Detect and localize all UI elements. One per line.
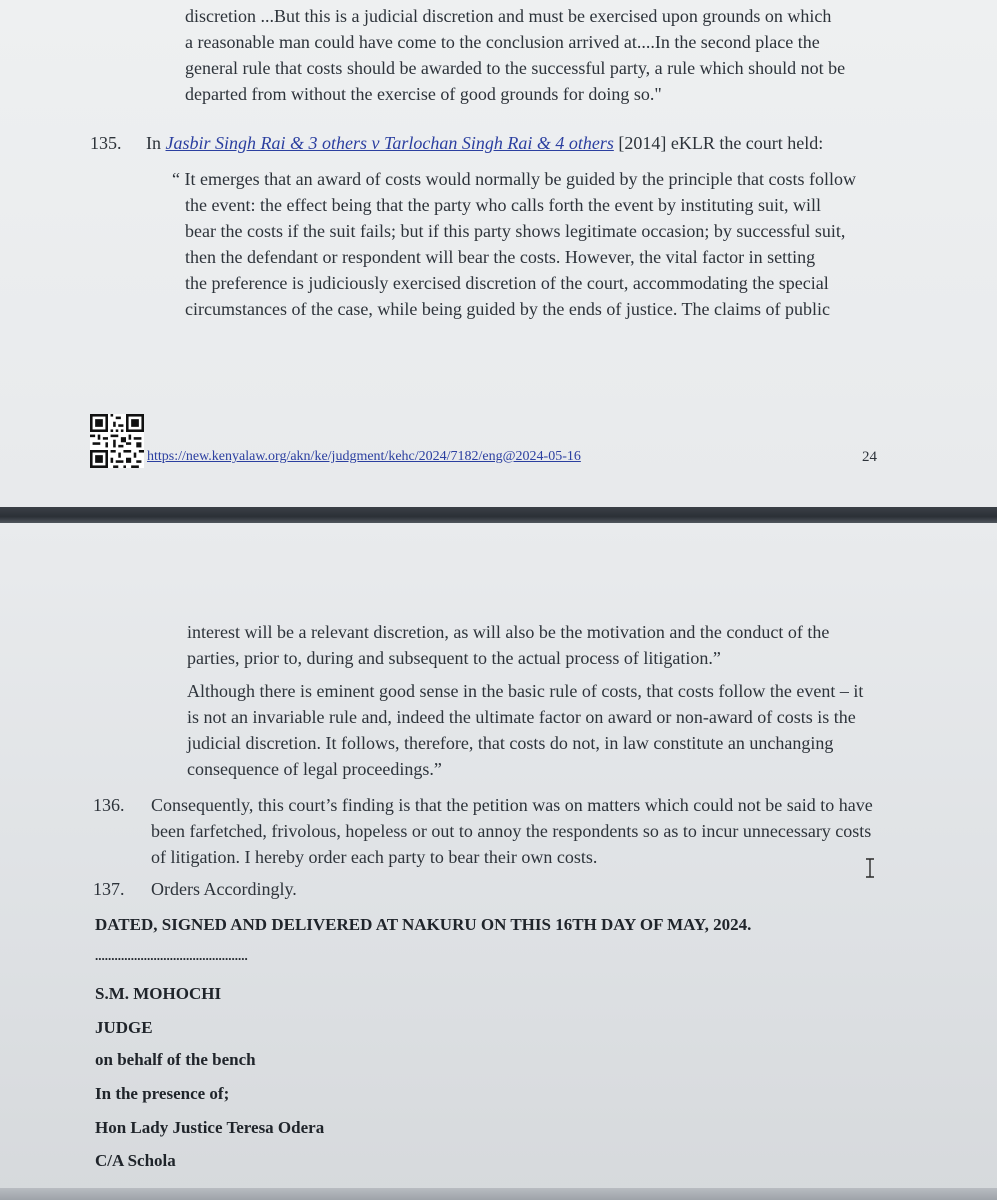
quote-line: then the defendant or respondent will bear the costs. However, the vital factor in setting [185, 247, 816, 267]
continued-quote [187, 619, 877, 671]
quote-line: judicial discretion. It follows, therefore, that costs do not, in law constitute an unchanging [187, 733, 834, 753]
judge-name: S.M. MOHOCHI [95, 984, 222, 1003]
quote-line: “ It emerges that an award of costs would normally be guided by the principle that costs follow [172, 169, 856, 189]
case-citation-link[interactable]: Jasbir Singh Rai & 3 others v Tarlochan Singh Rai & 4 others [165, 133, 614, 153]
court-clerk: C/A Schola [95, 1151, 176, 1170]
paragraph-137: Orders Accordingly. [151, 879, 297, 899]
page-25 [0, 523, 997, 1200]
top-quote-block [185, 3, 875, 107]
signature-line: ............................................... [95, 948, 248, 963]
paragraph-line: been farfetched, frivolous, hopeless or out to annoy the respondents so as to incur unnecessary costs [151, 821, 872, 841]
paragraph-number-135: 135. [90, 133, 122, 153]
quote-line: the event: the effect being that the party who calls forth the event by instituting suit, will [185, 195, 822, 215]
paragraph-line: Consequently, this court’s finding is that the petition was on matters which could not be said to have [151, 795, 873, 815]
paragraph-135 [146, 130, 823, 156]
page-separator [0, 507, 997, 523]
paragraph-136 [151, 792, 891, 870]
dated-signed-line: DATED, SIGNED AND DELIVERED AT NAKURU ON THIS 16TH DAY OF MAY, 2024. [95, 915, 752, 934]
quote-line: circumstances of the case, while being guided by the ends of justice. The claims of public [185, 299, 830, 319]
quote-line: bear the costs if the suit fails; but if this party shows legitimate occasion; by successful suit, [185, 221, 846, 241]
quote-line: departed from without the exercise of good grounds for doing so." [185, 84, 662, 104]
quote-line: interest will be a relevant discretion, as will also be the motivation and the conduct of the [187, 622, 830, 642]
judge-title: JUDGE [95, 1018, 153, 1037]
para-135-prefix: In [146, 133, 161, 153]
quote-line: Although there is eminent good sense in the basic rule of costs, that costs follow the event – it [187, 681, 864, 701]
page-24 [0, 0, 997, 507]
next-page-edge [0, 1188, 997, 1200]
quote-line: parties, prior to, during and subsequent to the actual process of litigation.” [187, 648, 721, 668]
presence-name: Hon Lady Justice Teresa Odera [95, 1118, 325, 1137]
quote-line: discretion ...But this is a judicial discretion and must be exercised upon grounds on which [185, 6, 832, 26]
on-behalf-of-bench: on behalf of the bench [95, 1050, 256, 1069]
quote-line: general rule that costs should be awarded to the successful party, a rule which should not be [185, 58, 846, 78]
paragraph-number-136: 136. [93, 795, 125, 815]
qr-code-icon [90, 414, 144, 468]
presence-label: In the presence of; [95, 1084, 230, 1103]
quote-line: consequence of legal proceedings.” [187, 759, 442, 779]
text-cursor-icon [863, 858, 877, 878]
paragraph-line: of litigation. I hereby order each party to bear their own costs. [151, 847, 598, 867]
second-quote [187, 678, 877, 782]
para-135-suffix: [2014] eKLR the court held: [618, 133, 824, 153]
blockquote-jasbir [172, 166, 862, 322]
page-number: 24 [862, 449, 877, 465]
footer-source-link[interactable]: https://new.kenyalaw.org/akn/ke/judgment/kehc/2024/7182/eng@2024-05-16 [147, 449, 581, 464]
quote-line: the preference is judiciously exercised discretion of the court, accommodating the special [185, 273, 829, 293]
paragraph-number-137: 137. [93, 879, 125, 899]
quote-line: is not an invariable rule and, indeed the ultimate factor on award or non-award of costs is the [187, 707, 856, 727]
quote-line: a reasonable man could have come to the conclusion arrived at....In the second place the [185, 32, 820, 52]
